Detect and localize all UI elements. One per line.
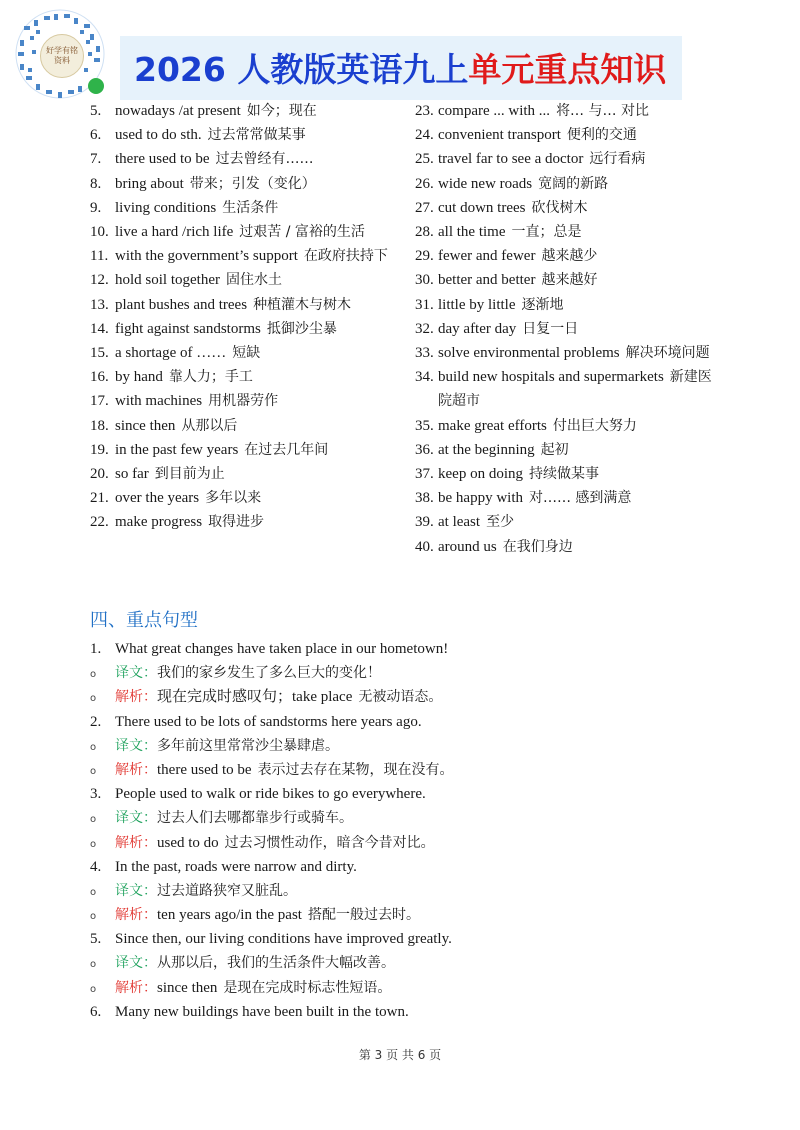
vocab-item (415, 414, 715, 438)
translation-line (90, 734, 750, 758)
translation-label: 译文： (115, 737, 157, 754)
vocab-entry (438, 123, 715, 147)
vocab-number: 6. (90, 127, 102, 144)
vocab-item (415, 293, 715, 317)
vocab-chinese: 在政府扶持下 (303, 248, 388, 265)
vocab-item (90, 317, 390, 341)
vocab-item (90, 365, 390, 389)
vocab-entry (115, 244, 390, 268)
vocab-entry (438, 172, 715, 196)
vocab-english: at least (438, 514, 481, 531)
vocab-number: 40. (415, 538, 434, 555)
vocab-entry (115, 317, 390, 341)
vocab-number: 26. (415, 175, 434, 192)
analysis-english: 现在完成时感叹句；take place (157, 689, 353, 706)
vocab-english: keep on doing (438, 466, 523, 483)
vocab-entry (438, 462, 715, 486)
vocab-english: make progress (115, 514, 203, 531)
vocab-chinese: 靠人力；手工 (168, 369, 253, 386)
vocab-item (90, 123, 390, 147)
vocab-item (90, 196, 390, 220)
vocab-english: make great efforts (438, 417, 547, 434)
vocab-chinese: 用机器劳作 (208, 393, 279, 410)
vocab-number: 36. (415, 441, 434, 458)
vocab-item (415, 244, 715, 268)
vocab-english: convenient transport (438, 127, 561, 144)
section-title: 四、重点句型 (90, 610, 198, 631)
vocab-english: all the time (438, 224, 506, 241)
translation-label: 译文： (115, 665, 157, 682)
vocab-item (415, 341, 715, 365)
vocab-number: 8. (90, 175, 102, 192)
sentence-number: 2. (90, 713, 102, 730)
vocab-english: used to do sth. (115, 127, 202, 144)
analysis-line (90, 758, 750, 782)
vocab-entry (438, 486, 715, 510)
vocab-item (90, 414, 390, 438)
qr-badge (40, 34, 84, 78)
translation-label: 译文： (115, 955, 157, 972)
vocab-number: 15. (90, 345, 109, 362)
sentence-english: Many new buildings have been built in the town. (115, 1003, 409, 1020)
vocab-number: 17. (90, 393, 109, 410)
vocab-chinese: 多年以来 (205, 490, 262, 507)
vocab-number: 12. (90, 272, 109, 289)
vocab-chinese: 到目前为止 (154, 466, 225, 483)
translation-text: 从那以后，我们的生活条件大幅改善。 (157, 955, 395, 972)
vocab-number: 24. (415, 127, 434, 144)
vocab-english: little by little (438, 296, 516, 313)
vocab-entry (438, 244, 715, 268)
vocab-number: 25. (415, 151, 434, 168)
vocab-item (90, 293, 390, 317)
vocab-item (415, 535, 715, 559)
vocab-number: 31. (415, 296, 434, 313)
vocab-item (415, 147, 715, 171)
vocab-chinese: 至少 (486, 514, 515, 531)
vocab-chinese: 对…… 感到满意 (528, 490, 632, 507)
vocab-entry (115, 414, 390, 438)
vocab-number: 11. (90, 248, 109, 265)
page-footer: 第 3 页 共 6 页 (358, 1048, 442, 1062)
analysis-label: 解析： (115, 689, 157, 706)
vocab-entry (438, 510, 715, 534)
vocab-item (90, 462, 390, 486)
vocab-number: 5. (90, 103, 102, 119)
vocab-english: build new hospitals and supermarkets (438, 369, 664, 386)
vocab-entry (438, 414, 715, 438)
vocab-english: solve environmental problems (438, 345, 620, 362)
vocab-entry (438, 365, 715, 413)
translation-text: 过去人们去哪都靠步行或骑车。 (157, 810, 353, 827)
vocab-chinese: 便利的交通 (566, 127, 637, 144)
bullet-icon: o (90, 669, 97, 681)
sentence-number: 6. (90, 1003, 102, 1020)
vocab-number: 22. (90, 514, 109, 531)
vocab-number: 27. (415, 199, 434, 216)
vocab-chinese: 新建医院超市 (438, 369, 712, 410)
vocab-english: hold soil together (115, 272, 220, 289)
sentence-line (90, 637, 750, 661)
vocab-english: by hand (115, 369, 163, 386)
vocab-chinese: 从那以后 (181, 417, 238, 434)
bullet-icon: o (90, 693, 97, 705)
vocab-number: 21. (90, 490, 109, 507)
sentence-line (90, 855, 750, 879)
vocab-chinese: 解决环境问题 (625, 345, 710, 362)
bullet-icon: o (90, 765, 97, 777)
vocab-number: 30. (415, 272, 434, 289)
mini-program-icon (88, 78, 104, 94)
vocab-english: at the beginning (438, 441, 535, 458)
sentence-number: 3. (90, 786, 102, 803)
sentence-english: In the past, roads were narrow and dirty. (115, 858, 357, 875)
analysis-line (90, 903, 750, 927)
vocab-english: with the government’s support (115, 248, 298, 265)
sentence-number: 4. (90, 858, 102, 875)
bullet-icon: o (90, 741, 97, 753)
vocab-entry (115, 438, 390, 462)
vocab-english: there used to be (115, 151, 210, 168)
vocab-item (415, 438, 715, 462)
vocab-item (90, 438, 390, 462)
vocab-chinese: 起初 (540, 441, 569, 458)
vocab-entry (438, 268, 715, 292)
translation-line (90, 879, 750, 903)
sentence-block (90, 927, 750, 1000)
vocab-english: bring about (115, 175, 184, 192)
vocab-column-right (415, 99, 715, 559)
vocab-entry (438, 317, 715, 341)
vocab-item (415, 365, 715, 413)
vocab-number: 13. (90, 296, 109, 313)
vocab-chinese: 如今；现在 (246, 103, 317, 119)
vocab-chinese: 将… 与… 对比 (556, 103, 649, 119)
vocab-entry (115, 365, 390, 389)
vocab-chinese: 过去曾经有…… (215, 151, 314, 168)
analysis-label: 解析： (115, 761, 157, 778)
vocab-number: 37. (415, 466, 434, 483)
vocab-chinese: 在我们身边 (502, 538, 573, 555)
vocab-entry (115, 123, 390, 147)
vocab-chinese: 生活条件 (222, 199, 279, 216)
sentence-line (90, 927, 750, 951)
vocab-item (90, 99, 390, 123)
vocab-item (415, 268, 715, 292)
analysis-chinese: 无被动语态。 (358, 689, 443, 706)
vocab-english: over the years (115, 490, 200, 507)
analysis-chinese: 是现在完成时标志性短语。 (223, 979, 392, 996)
vocab-entry (438, 220, 715, 244)
vocab-english: better and better (438, 272, 536, 289)
vocab-chinese: 远行看病 (589, 151, 646, 168)
sentence-line (90, 1000, 750, 1024)
vocab-entry (438, 147, 715, 171)
vocab-item (90, 389, 390, 413)
vocab-english: with machines (115, 393, 203, 410)
vocab-entry (438, 196, 715, 220)
qr-code (10, 6, 110, 102)
sentence-english: What great changes have taken place in our hometown! (115, 641, 449, 657)
vocab-number: 18. (90, 417, 109, 434)
vocab-entry (115, 99, 390, 123)
vocab-item (90, 244, 390, 268)
analysis-line (90, 685, 750, 709)
vocab-english: be happy with (438, 490, 523, 507)
analysis-line (90, 831, 750, 855)
vocab-entry (438, 341, 715, 365)
key-sentences (90, 637, 750, 1024)
vocab-item (90, 341, 390, 365)
qr-badge-line1: 好学有铭 (46, 46, 78, 55)
vocab-english: plant bushes and trees (115, 296, 248, 313)
vocab-english: a shortage of …… (115, 345, 227, 362)
vocab-item (90, 172, 390, 196)
vocab-entry (115, 268, 390, 292)
vocab-item (415, 99, 715, 123)
vocab-chinese: 短缺 (232, 345, 261, 362)
vocab-number: 35. (415, 417, 434, 434)
vocab-chinese: 过艰苦 / 富裕的生活 (239, 224, 365, 241)
analysis-chinese: 搭配一般过去时。 (307, 907, 420, 924)
bullet-icon: o (90, 983, 97, 995)
vocab-item (90, 147, 390, 171)
vocab-item (90, 220, 390, 244)
vocab-number: 29. (415, 248, 434, 265)
vocab-entry (438, 293, 715, 317)
vocab-entry (115, 462, 390, 486)
vocab-entry (115, 341, 390, 365)
qr-badge-line2: 资料 (54, 56, 70, 65)
sentence-line (90, 782, 750, 806)
vocab-number: 10. (90, 224, 109, 241)
vocab-number: 28. (415, 224, 434, 241)
vocab-english: wide new roads (438, 175, 533, 192)
translation-text: 多年前这里常常沙尘暴肆虐。 (157, 737, 339, 754)
translation-text: 我们的家乡发生了多么巨大的变化！ (157, 665, 381, 682)
vocab-chinese: 在过去几年间 (244, 441, 329, 458)
sentence-block (90, 637, 750, 710)
vocab-chinese: 砍伐树木 (531, 199, 588, 216)
bullet-icon: o (90, 886, 97, 898)
bullet-icon: o (90, 838, 97, 850)
translation-line (90, 661, 750, 685)
vocab-chinese: 带来；引发（变化） (189, 175, 316, 192)
vocab-item (415, 123, 715, 147)
vocab-number: 7. (90, 151, 102, 168)
vocab-english: live a hard /rich life (115, 224, 234, 241)
vocab-number: 16. (90, 369, 109, 386)
title-part1: 2026 人教版 (134, 50, 337, 89)
sentence-english: There used to be lots of sandstorms here years ago. (115, 713, 422, 730)
vocab-english: travel far to see a doctor (438, 151, 584, 168)
vocab-english: since then (115, 417, 176, 434)
vocab-item (415, 196, 715, 220)
translation-line (90, 951, 750, 975)
vocab-chinese: 日复一日 (522, 320, 579, 337)
title-part3: 单元重点知识 (468, 50, 667, 89)
vocab-english: so far (115, 466, 149, 483)
analysis-chinese: 过去习惯性动作，暗含今昔对比。 (224, 834, 435, 851)
vocab-item (415, 220, 715, 244)
sentence-block (90, 710, 750, 783)
vocab-number: 20. (90, 466, 109, 483)
vocab-number: 9. (90, 199, 102, 216)
vocab-item (90, 510, 390, 534)
bullet-icon: o (90, 959, 97, 971)
vocab-item (415, 486, 715, 510)
vocab-number: 19. (90, 441, 109, 458)
analysis-chinese: 表示过去存在某物，现在没有。 (257, 761, 454, 778)
bullet-icon: o (90, 814, 97, 826)
vocab-entry (115, 147, 390, 171)
vocab-chinese: 过去常常做某事 (207, 127, 306, 144)
vocab-chinese: 付出巨大努力 (552, 417, 637, 434)
vocab-entry (438, 438, 715, 462)
analysis-line (90, 976, 750, 1000)
vocab-chinese: 越来越少 (541, 248, 598, 265)
analysis-label: 解析： (115, 907, 157, 924)
vocab-number: 14. (90, 320, 109, 337)
vocab-english: compare ... with ... (438, 103, 551, 119)
vocab-item (415, 317, 715, 341)
bullet-icon: o (90, 911, 97, 923)
vocab-column-left (90, 99, 390, 535)
sentence-line (90, 710, 750, 734)
vocab-english: fewer and fewer (438, 248, 536, 265)
vocab-number: 39. (415, 514, 434, 531)
vocab-item (415, 462, 715, 486)
vocab-chinese: 越来越好 (541, 272, 598, 289)
analysis-label: 解析： (115, 979, 157, 996)
translation-text: 过去道路狭窄又脏乱。 (157, 882, 297, 899)
sentence-number: 5. (90, 931, 102, 948)
vocab-entry (115, 510, 390, 534)
vocab-english: day after day (438, 320, 517, 337)
vocab-item (415, 510, 715, 534)
analysis-english: ten years ago/in the past (157, 907, 302, 924)
vocab-entry (115, 196, 390, 220)
vocab-number: 34. (415, 369, 434, 386)
vocab-chinese: 一直；总是 (511, 224, 582, 241)
vocab-english: fight against sandstorms (115, 320, 261, 337)
sentence-block (90, 1000, 750, 1024)
page-title (134, 40, 666, 100)
sentence-number: 1. (90, 641, 102, 657)
analysis-english: since then (157, 979, 218, 996)
vocab-number: 38. (415, 490, 434, 507)
vocab-item (415, 172, 715, 196)
vocab-item (90, 268, 390, 292)
translation-line (90, 806, 750, 830)
vocab-entry (115, 389, 390, 413)
sentence-english: Since then, our living conditions have improved greatly. (115, 931, 452, 948)
vocab-entry (115, 486, 390, 510)
vocab-chinese: 宽阔的新路 (538, 175, 609, 192)
vocab-chinese: 种植灌木与树木 (253, 296, 352, 313)
translation-label: 译文： (115, 810, 157, 827)
sentence-block (90, 782, 750, 855)
vocab-english: living conditions (115, 199, 217, 216)
vocab-number: 32. (415, 320, 434, 337)
vocab-english: in the past few years (115, 441, 239, 458)
vocab-number: 23. (415, 103, 434, 119)
vocab-chinese: 逐渐地 (521, 296, 564, 313)
title-part2: 英语九上 (336, 50, 469, 89)
vocab-english: cut down trees (438, 199, 526, 216)
vocab-entry (438, 535, 715, 559)
translation-label: 译文： (115, 882, 157, 899)
analysis-english: there used to be (157, 761, 252, 778)
vocab-chinese: 取得进步 (208, 514, 265, 531)
vocab-english: around us (438, 538, 497, 555)
vocab-entry (438, 99, 715, 123)
vocab-chinese: 持续做某事 (528, 466, 599, 483)
analysis-english: used to do (157, 834, 219, 851)
vocab-chinese: 固住水土 (226, 272, 282, 289)
analysis-label: 解析： (115, 834, 157, 851)
vocab-number: 33. (415, 345, 434, 362)
vocab-entry (115, 293, 390, 317)
sentence-block (90, 855, 750, 928)
sentence-english: People used to walk or ride bikes to go everywhere. (115, 786, 426, 803)
vocab-english: nowadays /at present (115, 103, 241, 119)
vocab-item (90, 486, 390, 510)
vocab-entry (115, 172, 390, 196)
vocab-entry (115, 220, 390, 244)
vocab-chinese: 抵御沙尘暴 (266, 320, 337, 337)
